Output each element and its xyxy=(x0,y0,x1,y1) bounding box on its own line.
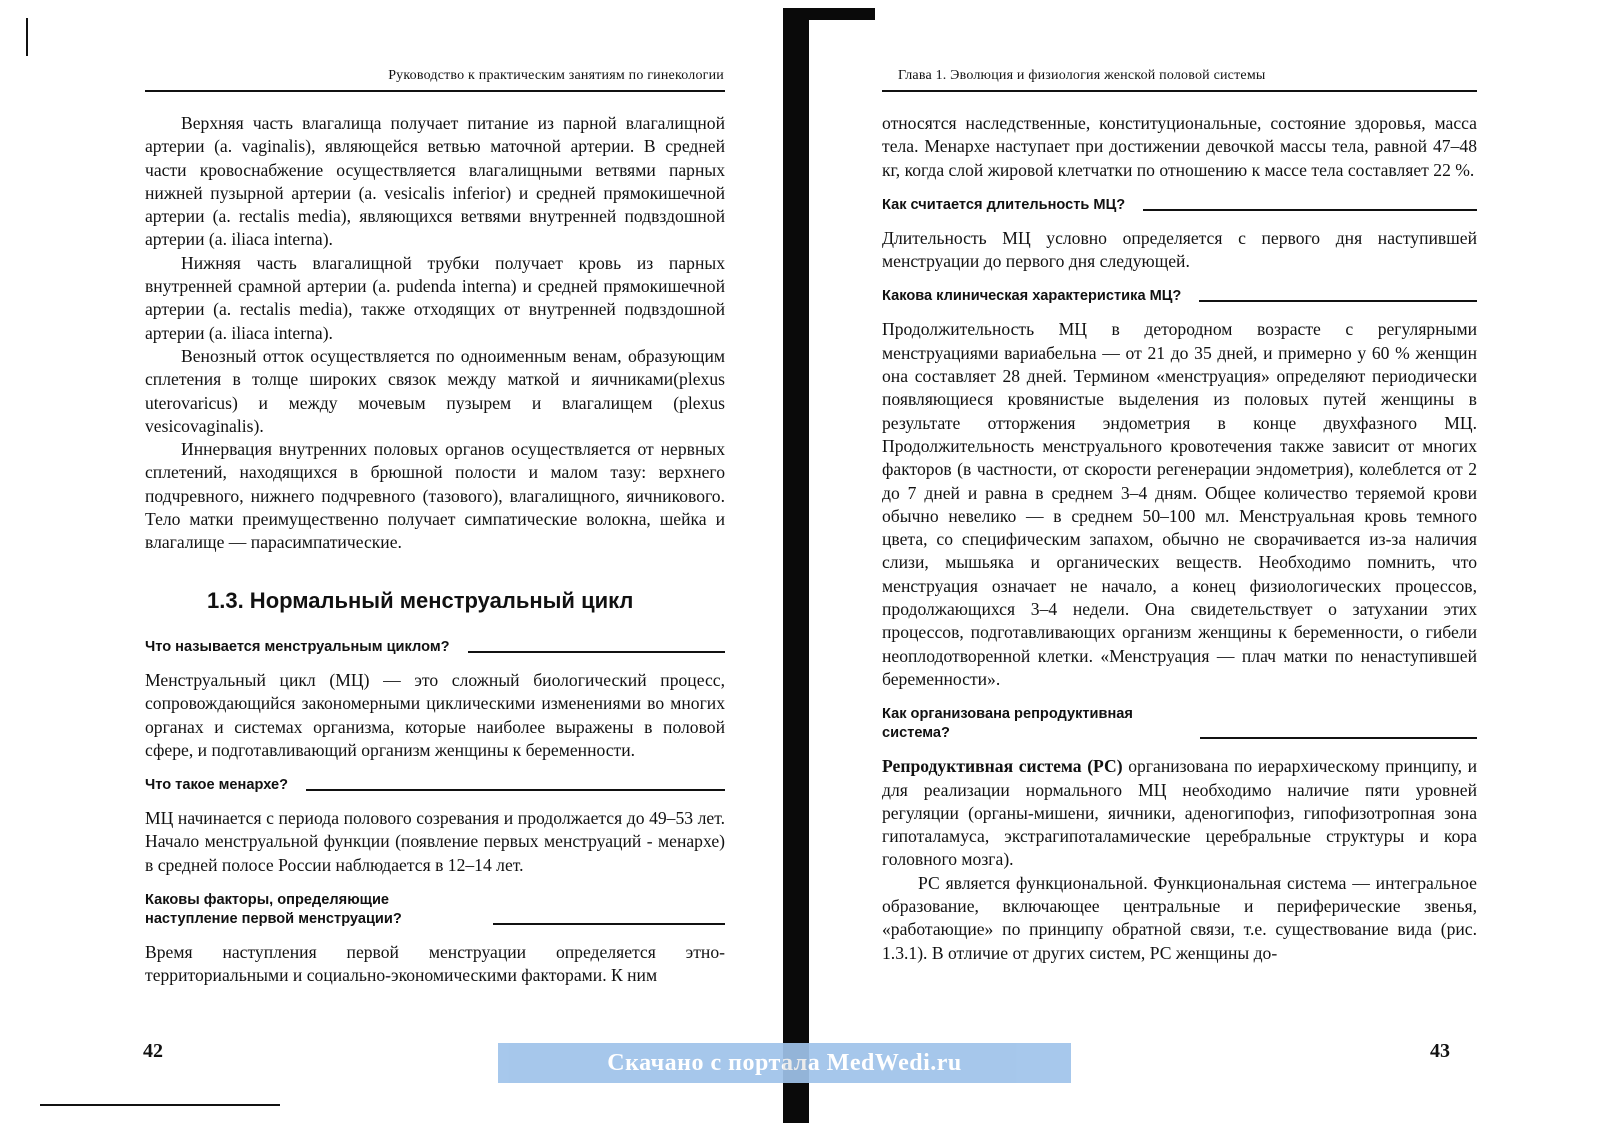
question-heading xyxy=(145,891,725,929)
page-number: 42 xyxy=(143,1040,163,1062)
question-rule xyxy=(1143,209,1477,211)
question-text: Что такое менархе? xyxy=(145,777,288,794)
answer-paragraph: МЦ начинается с периода полового созревания и продолжается до 49–53 лет. Начало менструальной функции (появление первых менструаций - менархе) в средней полосе России наблюдается в 12–14 лет. xyxy=(145,808,725,875)
question-heading xyxy=(145,776,725,795)
question-heading xyxy=(145,638,725,657)
question-text: Как организована репродуктивная система? xyxy=(882,706,1133,742)
answer-paragraph: Продолжительность МЦ в детородном возрасте с регулярными менструациями вариабельна — от 21 до 35 дней, и примерно у 60 % женщин она составляет 28 дней. Термином «менструация» определяют периодически появляющиеся кровянистые выделения из половых путей женщины в результате отторжения эндометрия в конце двухфазного МЦ. Продолжительность менструального кровотечения также зависит от многих факторов (в частности, от скорости регенерации эндометрия), колеблется от 2 до 7 дней и равна в среднем 3–4 дням. Общее количество теряемой крови обычно невелико — в среднем 50–100 мл. Менструальная кровь темного цвета, со специфическим запахом, обычно не сворачивается из-за наличия слизи, мышьяка и органических веществ. Необходимо помнить, что менструация означает не начало, а конец физиологических процессов, продолжающихся 3–4 недели. Она свидетельствует о затухании этих процессов, подготавливающих организм женщины к беременности, о гибели неоплодотворенной клетки. «Менструация — плач матки по ненаступившей беременности». xyxy=(882,319,1477,689)
question-rule xyxy=(493,923,725,925)
question-text: Что называется менструальным циклом? xyxy=(145,638,450,655)
question-rule xyxy=(468,651,725,653)
section-title: 1.3. Нормальный менструальный цикл xyxy=(207,587,634,613)
text-column xyxy=(882,112,1477,965)
right-page xyxy=(810,0,1600,1131)
book-spine-shadow xyxy=(783,8,809,1123)
answer-paragraph xyxy=(882,755,1477,871)
header-rule xyxy=(882,90,1477,92)
question-heading xyxy=(882,196,1477,215)
page-number: 43 xyxy=(1430,1040,1450,1062)
question-rule xyxy=(1200,737,1477,739)
question-rule xyxy=(1199,300,1477,302)
question-text: Каковы факторы, определяющие наступление первой менструации? xyxy=(145,892,402,928)
paragraph: Нижняя часть влагалищной трубки получает кровь из парных внутренней срамной артерии (a. pudenda interna) и средней прямокишечной артерии (a. rectalis media), также отходящих от внутренней подвздошной артерии (a. iliaca interna). xyxy=(145,252,725,343)
answer-text: организована по иерархическому принципу, и для реализации нормального МЦ необходимо наличие пяти уровней регуляции (органы-мишени, яичники, аденогипофиз, гипофизотропная зона гипоталамуса, экстрагипоталамические церебральные структуры и кора головного мозга). xyxy=(882,756,1477,870)
paragraph: РС является функциональной. Функциональная система — интегральное образование, включающее центральные и периферические звенья, «работающие» по принципу обратной связи, т.е. существование вида (рис. 1.3.1). В отличие от других систем, РС женщины до- xyxy=(882,872,1477,963)
paragraph: Верхняя часть влагалища получает питание из парной влагалищной артерии (a. vaginalis), являющейся ветвью маточной артерии. В средней части кровоснабжение осуществляется влагалищными ветвями парных нижней пузырной артерии (a. vesicalis inferior) и средней прямокишечной артерии (a. rectalis media), являющихся ветвями внутренней подвздошной артерии (a. iliaca interna). xyxy=(145,113,725,250)
left-page xyxy=(0,0,780,1131)
question-rule xyxy=(306,789,725,791)
download-watermark: Скачано с портала MedWedi.ru xyxy=(498,1043,1071,1083)
text-column xyxy=(145,112,725,988)
answer-paragraph: Менструальный цикл (МЦ) — это сложный биологический процесс, сопровождающийся закономерными циклическими изменениями во многих органах и системах организма, которые наиболее выражены в половой сфере, и подготавливающий организм женщины к беременности. xyxy=(145,669,725,760)
defined-term: Репродуктивная система (РС) xyxy=(882,756,1123,777)
question-heading xyxy=(882,287,1477,306)
paragraph: Иннервация внутренних половых органов осуществляется от нервных сплетений, находящихся в брюшной полости и малом тазу: верхнего подчревного, нижнего подчревного (тазового), влагалищного, яичникового. Тело матки преимущественно получает симпатические волокна, шейка и влагалище — парасимпатические. xyxy=(145,439,725,553)
running-head: Глава 1. Эволюция и физиология женской половой системы xyxy=(898,68,1266,83)
running-head: Руководство к практическим занятиям по гинекологии xyxy=(388,68,724,83)
question-text: Какова клиническая характеристика МЦ? xyxy=(882,288,1182,305)
header-rule xyxy=(145,90,725,92)
paragraph: относятся наследственные, конституциональные, состояние здоровья, масса тела. Менархе наступает при достижении девочкой массы тела, равной 47–48 кг, когда слой жировой клетчатки по отношению к массе тела составляет 22 %. xyxy=(882,113,1477,180)
paragraph: Венозный отток осуществляется по одноименным венам, образующим сплетения в толще широких связок между маткой и яичниками(plexus uterovaricus) и между мочевым пузырем и влагалищем (plexus vesicovaginalis). xyxy=(145,345,725,436)
answer-paragraph: Длительность МЦ условно определяется с первого дня наступившей менструации до первого дня следующей. xyxy=(882,227,1477,272)
question-text: Как считается длительность МЦ? xyxy=(882,196,1126,213)
answer-paragraph: Время наступления первой менструации определяется этно-территориальными и социально-экономическими факторами. К ним xyxy=(145,942,725,986)
question-heading xyxy=(882,705,1477,743)
